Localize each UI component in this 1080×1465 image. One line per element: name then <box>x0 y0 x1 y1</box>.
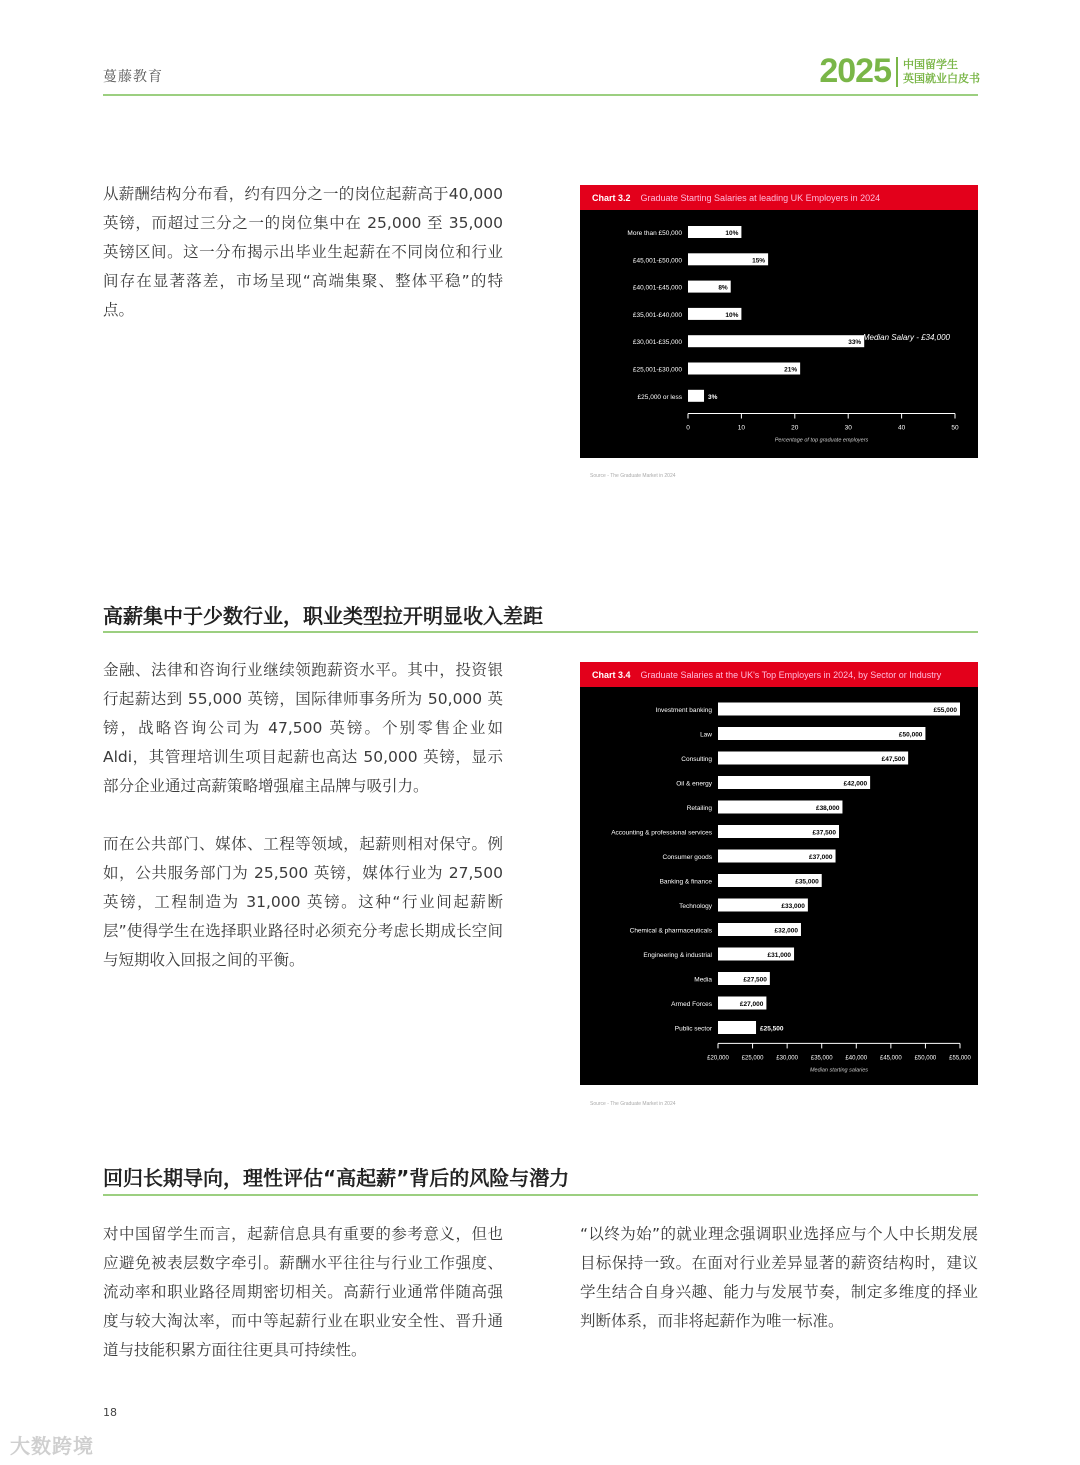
data-label: £33,000 <box>781 903 805 910</box>
category-label: Oil & energy <box>676 780 712 788</box>
category-label: Public sector <box>674 1025 712 1033</box>
category-label: Media <box>694 976 712 984</box>
data-label: £35,000 <box>795 878 819 886</box>
report-subtitle-line1: 中国留学生 <box>903 57 958 71</box>
x-tick-label: £35,000 <box>810 1055 833 1062</box>
chart-header <box>580 662 978 687</box>
data-label: 10% <box>725 230 739 237</box>
chart-plot <box>580 687 978 1107</box>
x-tick-label: £20,000 <box>707 1055 729 1062</box>
x-tick-label: 30 <box>844 424 852 432</box>
chart-number: Chart 3.4 <box>592 669 631 680</box>
header-rule <box>103 94 978 96</box>
section1-paragraph: 从薪酬结构分布看，约有四分之一的岗位起薪高于40,000 英镑，而超过三分之一的岗位集中在 25,000 至 35,000 英镑区间。这一分布揭示出毕业生起薪在不同岗位和行业间存在显著落差，市场呈现“高端集聚、整体平稳”的特点。 <box>103 185 503 319</box>
watermark: 大数跨境 <box>10 1434 94 1458</box>
logo-divider <box>896 57 898 87</box>
section2-paragraph-2: 而在公共部门、媒体、工程等领域，起薪则相对保守。例如，公共服务部门为 25,500 英镑，媒体行业为 27,500 英镑，工程制造为 31,000 英镑。这种“行业间起薪断层”使得学生在选择职业路径时必须充分考虑长期成长空间与短期收入回报之间的平衡。 <box>103 835 503 969</box>
chart-header <box>580 185 978 210</box>
section3-paragraph-right: “以终为始”的就业理念强调职业选择应与个人中长期发展目标保持一致。在面对行业差异显著的薪资结构时，建议学生结合自身兴趣、能力与发展节奏，制定多维度的择业判断体系，而非将起薪作为唯一标准。 <box>580 1225 978 1330</box>
x-tick-label: 20 <box>791 424 799 432</box>
data-label: £50,000 <box>898 731 923 739</box>
category-label: £25,001-£30,000 <box>632 366 682 374</box>
chart-number: Chart 3.2 <box>592 192 631 203</box>
x-axis-title: Median starting salaries <box>809 1067 869 1074</box>
section2-paragraph-1: 金融、法律和咨询行业继续领跑薪资水平。其中，投资银行起薪达到 55,000 英镑，国际律师事务所为 50,000 英镑，战略咨询公司为 47,500 英镑。个别零售企业如 Aldi，其管理培训生项目起薪也高达 50,000 英镑，显示部分企业通过高薪策略增强雇主品牌与吸引力。 <box>103 661 503 795</box>
x-tick-label: 10 <box>737 424 746 432</box>
chart-source: Source - The Graduate Market in 2024 <box>590 473 676 479</box>
bar <box>718 727 925 740</box>
x-tick-label: 0 <box>686 424 690 432</box>
category-label: Engineering & industrial <box>643 952 712 959</box>
median-annotation: Median Salary - £34,000 <box>862 333 950 342</box>
x-tick-label: £45,000 <box>880 1055 902 1062</box>
data-label: 3% <box>708 393 718 401</box>
x-tick-label: £25,000 <box>741 1055 764 1062</box>
section3-heading: 回归长期导向，理性评估“高起薪”背后的风险与潜力 <box>103 1166 570 1190</box>
category-label: Consulting <box>681 756 712 763</box>
data-label: £55,000 <box>933 707 957 714</box>
data-label: £37,000 <box>809 854 833 861</box>
data-label: £27,500 <box>743 976 767 984</box>
bar <box>688 335 864 347</box>
x-tick-label: £55,000 <box>949 1055 971 1062</box>
category-label: More than £50,000 <box>627 230 682 237</box>
category-label: Armed Forces <box>671 1001 712 1008</box>
category-label: Chemical & pharmaceuticals <box>629 927 712 935</box>
chart-source: Source - The Graduate Market in 2024 <box>590 1101 676 1107</box>
chart-salary-distribution <box>580 185 978 479</box>
data-label: £47,500 <box>881 756 906 763</box>
x-tick-label: £50,000 <box>914 1055 937 1062</box>
data-label: £27,000 <box>739 1001 764 1008</box>
category-label: Investment banking <box>655 707 712 714</box>
x-tick-label: 40 <box>897 424 906 432</box>
data-label: £42,000 <box>843 780 868 788</box>
report-logo <box>819 52 980 91</box>
report-subtitle-line2: 英国就业白皮书 <box>903 71 980 85</box>
section2-heading: 高薪集中于少数行业，职业类型拉开明显收入差距 <box>103 604 543 628</box>
chart-plot <box>580 210 978 479</box>
chart-title: Graduate Salaries at the UK's Top Employers in 2024, by Sector or Industry <box>640 669 942 680</box>
chart-title: Graduate Starting Salaries at leading UK Employers in 2024 <box>640 192 881 203</box>
bar <box>718 752 908 765</box>
page-number: 18 <box>103 1406 117 1419</box>
category-label: £45,001-£50,000 <box>632 257 682 265</box>
category-label: Accounting & professional services <box>611 829 712 837</box>
category-label: Banking & finance <box>659 878 712 886</box>
brand-name: 蔓藤教育 <box>103 69 163 85</box>
x-axis-title: Percentage of top graduate employers <box>774 437 869 444</box>
category-label: Law <box>700 731 712 739</box>
data-label: £38,000 <box>815 805 840 812</box>
category-label: £30,001-£35,000 <box>632 339 682 347</box>
data-label: 15% <box>752 257 766 265</box>
data-label: 21% <box>784 366 798 374</box>
x-tick-label: £30,000 <box>776 1055 798 1062</box>
category-label: Technology <box>679 903 712 910</box>
section3-rule <box>103 1194 978 1196</box>
data-label: 8% <box>718 284 728 292</box>
data-label: £31,000 <box>767 952 792 959</box>
category-label: £35,001-£40,000 <box>632 311 682 319</box>
bar <box>688 390 704 402</box>
category-label: £25,000 or less <box>637 393 682 401</box>
x-tick-label: £40,000 <box>845 1055 868 1062</box>
data-label: 33% <box>848 339 862 347</box>
bar <box>718 703 960 716</box>
report-year: 2025 <box>819 52 891 90</box>
chart-salary-by-sector <box>580 662 978 1107</box>
data-label: £32,000 <box>774 927 798 935</box>
category-label: Consumer goods <box>662 854 712 861</box>
data-label: 10% <box>725 311 739 319</box>
category-label: Retailing <box>686 805 712 812</box>
section2-rule <box>103 631 978 633</box>
bar <box>718 1021 756 1034</box>
x-tick-label: 50 <box>951 424 959 432</box>
report-subtitle <box>903 58 980 86</box>
data-label: £25,500 <box>760 1025 784 1033</box>
section3-paragraph-left: 对中国留学生而言，起薪信息具有重要的参考意义，但也应避免被表层数字牵引。薪酬水平往往与行业工作强度、流动率和职业路径周期密切相关。高薪行业通常伴随高强度与较大淘汰率，而中等起薪行业在职业安全性、晋升通道与技能积累方面往往更具可持续性。 <box>103 1225 503 1359</box>
category-label: £40,001-£45,000 <box>632 284 682 292</box>
data-label: £37,500 <box>812 829 836 837</box>
